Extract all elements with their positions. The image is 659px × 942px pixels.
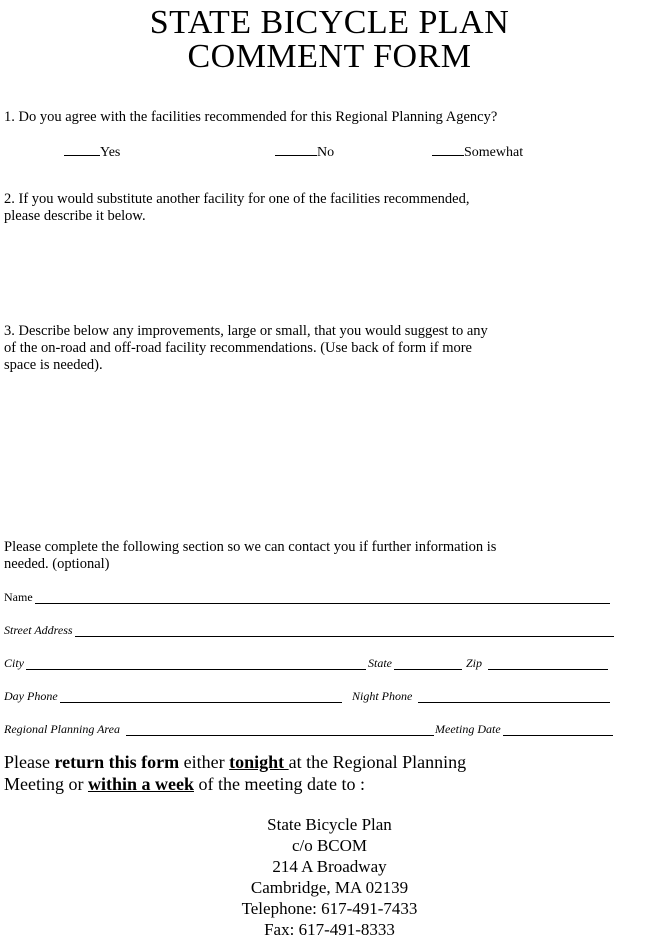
question-2-line-1: 2. If you would substitute another facility for one of the facilities recommended, <box>4 191 470 207</box>
return-text-week: within a week <box>87 774 194 794</box>
meeting-date-line[interactable] <box>503 725 613 736</box>
yes-blank[interactable] <box>64 143 100 156</box>
name-field[interactable] <box>4 590 610 604</box>
night-phone-field[interactable] <box>352 689 610 703</box>
question-2 <box>4 191 654 225</box>
address-line-1: State Bicycle Plan <box>267 815 392 834</box>
question-2-line-2: please describe it below. <box>4 208 146 224</box>
return-text-2: either <box>179 752 230 772</box>
option-yes-label: Yes <box>100 145 121 160</box>
option-somewhat-label: Somewhat <box>464 145 524 160</box>
meeting-date-label: Meeting Date <box>435 722 501 736</box>
zip-label: Zip <box>466 656 483 670</box>
regional-planning-area-field[interactable] <box>4 722 434 736</box>
zip-line[interactable] <box>488 659 608 670</box>
return-text-4: Meeting or <box>4 774 88 794</box>
mailing-address <box>0 814 659 940</box>
city-field[interactable] <box>4 656 366 670</box>
return-text-bold: return this form <box>54 752 180 772</box>
address-line-5: Telephone: 617-491-7433 <box>241 899 418 918</box>
return-instructions <box>4 751 654 795</box>
meeting-date-field[interactable] <box>435 722 613 736</box>
address-line-6: Fax: 617-491-8333 <box>264 920 395 939</box>
city-line[interactable] <box>26 659 366 670</box>
name-line[interactable] <box>35 593 610 604</box>
regional-planning-area-line[interactable] <box>126 725 434 736</box>
address-line-4: Cambridge, MA 02139 <box>250 878 409 897</box>
question-3-line-1: 3. Describe below any improvements, large or small, that you would suggest to any <box>4 323 488 339</box>
question-3-line-3: space is needed). <box>4 357 103 373</box>
form-subtitle: COMMENT FORM <box>187 38 472 75</box>
address-line-2: c/o BCOM <box>291 836 368 855</box>
night-phone-line[interactable] <box>418 692 610 703</box>
question-1: 1. Do you agree with the facilities recommended for this Regional Planning Agency? <box>4 109 498 125</box>
option-yes[interactable] <box>64 143 120 161</box>
return-text-5: of the meeting date to : <box>194 774 365 794</box>
day-phone-field[interactable] <box>4 689 342 703</box>
contact-instructions <box>4 539 654 573</box>
regional-planning-area-label: Regional Planning Area <box>4 722 120 736</box>
state-line[interactable] <box>394 659 462 670</box>
question-3-line-2: of the on-road and off-road facility recommendations. (Use back of form if more <box>4 340 472 356</box>
option-no[interactable] <box>275 143 334 161</box>
street-address-field[interactable] <box>4 623 614 637</box>
return-text-3: at the Regional Planning <box>288 752 467 772</box>
contact-line-2: needed. (optional) <box>4 556 110 572</box>
somewhat-blank[interactable] <box>432 143 464 156</box>
option-somewhat[interactable] <box>432 143 523 161</box>
zip-field[interactable] <box>466 656 608 670</box>
night-phone-label: Night Phone <box>352 689 413 703</box>
state-label: State <box>368 656 392 670</box>
contact-line-1: Please complete the following section so we can contact you if further information is <box>4 539 497 555</box>
form-title: STATE BICYCLE PLAN <box>149 4 510 41</box>
day-phone-line[interactable] <box>60 692 342 703</box>
name-label: Name <box>4 590 33 604</box>
day-phone-label: Day Phone <box>4 689 58 703</box>
return-text-1: Please <box>4 752 55 772</box>
question-3 <box>4 323 654 374</box>
city-label: City <box>4 656 24 670</box>
address-line-3: 214 A Broadway <box>272 857 387 876</box>
street-address-line[interactable] <box>75 626 614 637</box>
option-no-label: No <box>317 145 335 160</box>
return-line-2 <box>4 773 654 795</box>
return-line-1 <box>4 751 654 773</box>
return-text-tonight: tonight <box>229 752 289 772</box>
street-address-label: Street Address <box>4 623 73 637</box>
no-blank[interactable] <box>275 143 317 156</box>
state-field[interactable] <box>368 656 462 670</box>
